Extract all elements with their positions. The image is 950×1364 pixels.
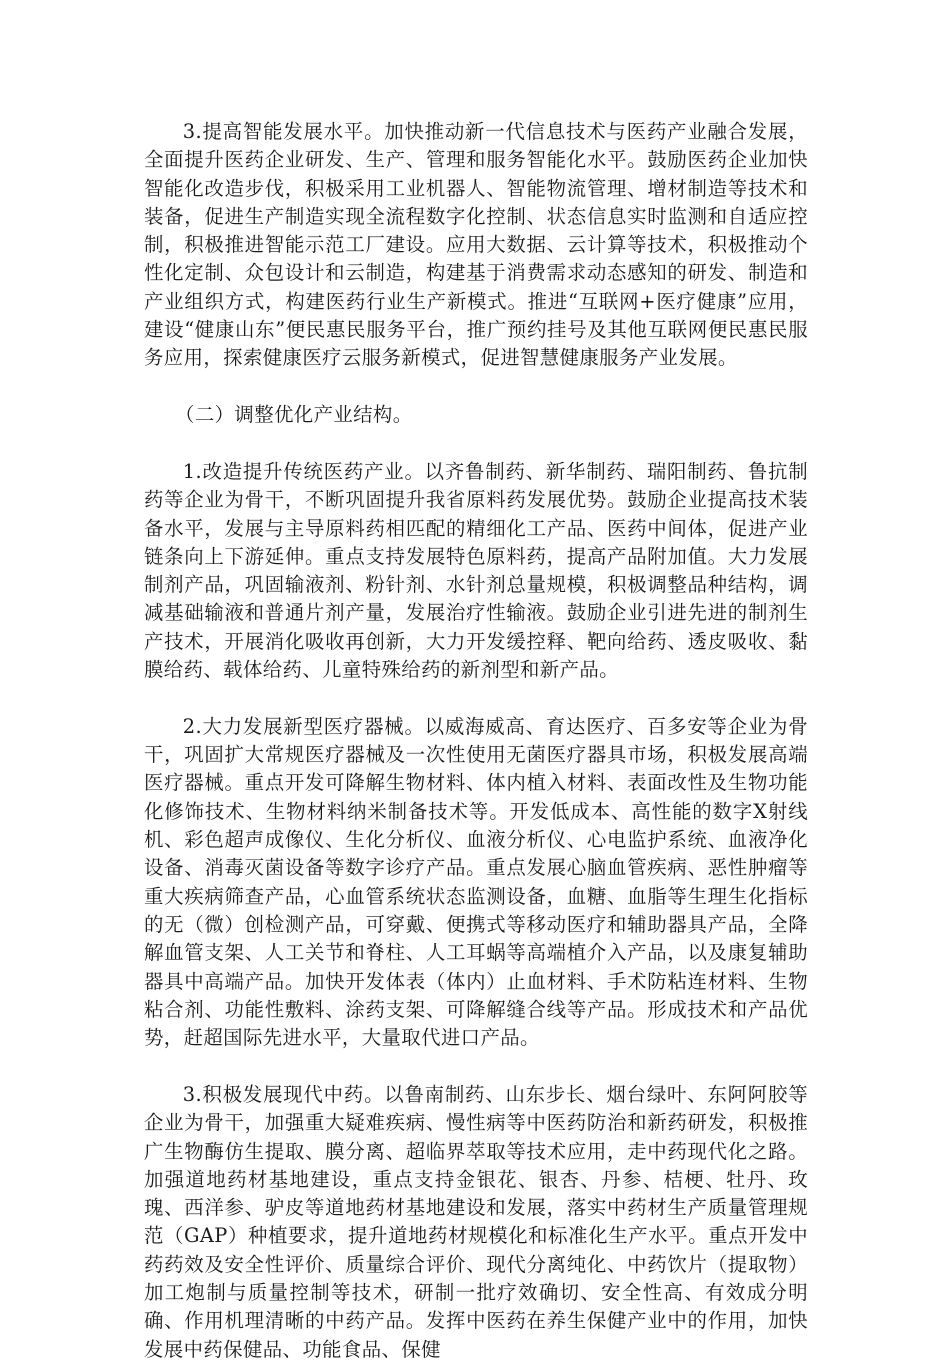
paragraph-traditional-pharma: 1.改造提升传统医药产业。以齐鲁制药、新华制药、瑞阳制药、鲁抗制药等企业为骨干，不断巩固提升我省原料药发展优势。鼓励企业提高技术装备水平，发展与主导原料药相匹配的精细化工产品、医药中间体，促进产业链条向上下游延伸。重点支持发展特色原料药，提高产品附加值。大力发展制剂产品，巩固输液剂、粉针剂、水针剂总量规模，积极调整品种结构，调减基础输液和普通片剂产量，发展治疗性输液。鼓励企业引进先进的制剂生产技术，开展消化吸收再创新，大力开发缓控释、靶向给药、透皮吸收、黏膜给药、载体给药、儿童特殊给药的新剂型和新产品。 [144,459,808,682]
paragraph-smart-development: 3.提高智能发展水平。加快推动新一代信息技术与医药产业融合发展，全面提升医药企业研发、生产、管理和服务智能化水平。鼓励医药企业加快智能化改造步伐，积极采用工业机器人、智能物流管理、增材制造等技术和装备，促进生产制造实现全流程数字化控制、状态信息实时监测和自适应控制，积极推进智能示范工厂建设。应用大数据、云计算等技术，积极推动个性化定制、众包设计和云制造，构建基于消费需求动态感知的研发、制造和产业组织方式，构建医药行业生产新模式。推进“互联网+医疗健康”应用，建设“健康山东”便民惠民服务平台，推广预约挂号及其他互联网便民惠民服务应用，探索健康医疗云服务新模式，促进智慧健康服务产业发展。 [144,120,808,370]
document-page [144,118,808,1364]
section-heading-adjust-structure: （二）调整优化产业结构。 [175,403,413,427]
paragraph-medical-devices: 2.大力发展新型医疗器械。以威海威高、育达医疗、百多安等企业为骨干，巩固扩大常规医疗器械及一次性使用无菌医疗器具市场，积极发展高端医疗器械。重点开发可降解生物材料、体内植入材料、表面改性及生物功能化修饰技术、生物材料纳米制备技术等。开发低成本、高性能的数字X射线机、彩色超声成像仪、生化分析仪、血液分析仪、心电监护系统、血液净化设备、消毒灭菌设备等数字诊疗产品。重点发展心脑血管疾病、恶性肿瘤等重大疾病筛查产品，心血管系统状态监测设备，血糖、血脂等生理生化指标的无（微）创检测产品，可穿戴、便携式等移动医疗和辅助器具产品，全降解血管支架、人工关节和脊柱、人工耳蜗等高端植介入产品，以及康复辅助器具中高端产品。加快开发体表（体内）止血材料、手术防粘连材料、生物粘合剂、功能性敷料、涂药支架、可降解缝合线等产品。形成技术和产品优势，赶超国际先进水平，大量取代进口产品。 [144,714,808,1050]
paragraph-modern-tcm: 3.积极发展现代中药。以鲁南制药、山东步长、烟台绿叶、东阿阿胶等企业为骨干，加强重大疑难疾病、慢性病等中医药防治和新药研发，积极推广生物酶仿生提取、膜分离、超临界萃取等技术应用，走中药现代化之路。加强道地药材基地建设，重点支持金银花、银杏、丹参、桔梗、牡丹、玫瑰、西洋参、驴皮等道地药材基地建设和发展，落实中药材生产质量管理规范（GAP）种植要求，提升道地药材规模化和标准化生产水平。重点开发中药药效及安全性评价、质量综合评价、现代分离纯化、中药饮片（提取物）加工炮制与质量控制等技术，研制一批疗效确切、安全性高、有效成分明确、作用机理清晰的中药产品。发挥中医药在养生保健产业中的作用，加快发展中药保健品、功能食品、保健 [144,1082,808,1361]
